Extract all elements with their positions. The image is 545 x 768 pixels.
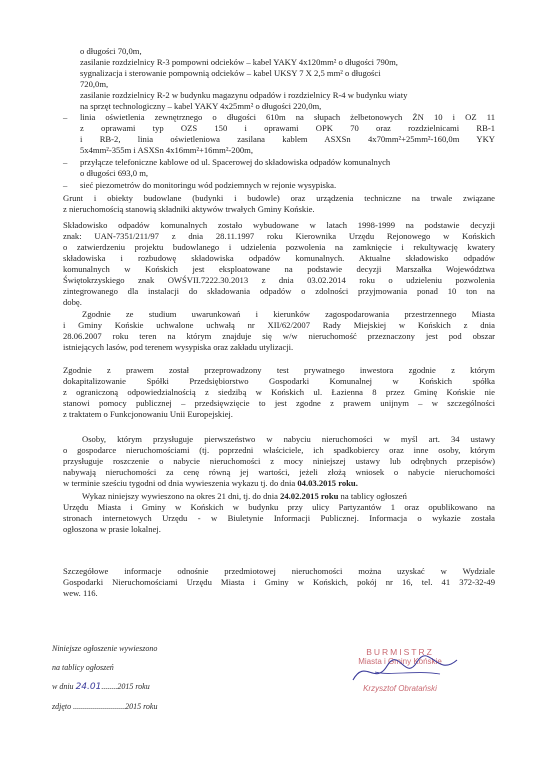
text-line: 720,0m, — [80, 79, 109, 89]
text-line: znak: UAN-7351/211/97 z dnia 28.11.1997 roku Kierownika Urzędu Rejonowego w Końskich — [63, 231, 495, 241]
text-line: 28.06.2007 roku teren na którym znajduje się w/w nieruchomość przeznaczony jest pod obszar — [63, 331, 495, 341]
text-line: nabywają nieruchomości za cenę równą jej wartości, jeżeli złożą wniosek o nabycie nieruchomości — [63, 467, 495, 477]
footer-date-suffix: ........2015 roku — [101, 682, 150, 691]
footer-posting-info — [52, 639, 232, 716]
wykaz-first-line — [63, 491, 495, 502]
text-line: wew. 116. — [63, 588, 98, 598]
footer-line1: Niniejsze ogłoszenie wywieszono — [52, 644, 158, 653]
text-line: na sprzęt technologiczny – kabel YAKY 4x25mm² o długości 220,0m, — [80, 101, 322, 111]
paragraph-osoby — [63, 434, 495, 489]
text-line: dokapitalizowanie Spółki Przedsiębiorstwo Gospodarki Komunalnej w Końskich spółka — [63, 376, 495, 386]
footer-line3 — [52, 677, 232, 697]
bullet-dash: – — [63, 112, 68, 122]
paragraph-studium — [63, 309, 495, 353]
text-line: przyłącze telefoniczne kablowe od ul. Spacerowej do składowiska odpadów komunalnych — [80, 157, 391, 167]
bullet-dash: – — [63, 157, 68, 167]
piezometer-item — [80, 180, 495, 191]
text-line: składowiska i rozbudowę składowiska odpadów komunalnych. Aktualne składowisko odpadów — [63, 253, 495, 263]
phone-line-item — [80, 157, 495, 179]
text-line: stronach internetowych Urzędu - w Biuletynie Informacji Publicznej. Informacja o wykazie została — [63, 513, 495, 523]
stamp-name: Krzysztof Obratański — [363, 684, 437, 693]
footer-line4 — [52, 697, 232, 716]
wykaz-lines — [63, 502, 495, 535]
text-line: istniejących lasów, pod terenem wysypiska oraz zakładu utylizacji. — [63, 342, 294, 352]
text-line: Osoby, którym przysługuje pierwszeństwo w nabyciu nieruchomości w myśl art. 34 ustawy — [82, 434, 495, 444]
text-line: z nieruchomością stanowią składniki aktywów trwałych Gminy Końskie. — [63, 204, 315, 214]
stamp-title: BURMISTRZ — [366, 647, 434, 657]
text-line: Urzędu Miasta i Gminy w Końskich w budynku przy ulicy Partyzantów 1 oraz opublikowano na — [63, 502, 495, 512]
text-line: ogłoszona w prasie lokalnej. — [63, 524, 161, 534]
text-line: Zgodnie ze studium uwarunkowań i kierunków zagospodarowania przestrzennego Miasta — [82, 309, 495, 319]
text-line: 5x4mm²-355m i ASXSn 4x16mm²+16mm²-200m, — [80, 145, 254, 155]
wykaz-date: 24.02.2015 roku — [280, 491, 339, 501]
paragraph-skladowisko — [63, 220, 495, 308]
footer-line2: na tablicy ogłoszeń — [52, 663, 114, 672]
text-line: Grunt i obiekty budowlane (budynki i budowle) oraz urządzenia techniczne na trwale związane — [63, 193, 495, 203]
text-line: Składowisko odpadów komunalnych zostało wybudowane w latach 1998-1999 na podstawie decyzji — [63, 220, 495, 230]
text-line: o zatwierdzeniu projektu budowlanego i udzielenia pozwolenia na zamknięcie i rekultywację kwatery — [63, 242, 495, 252]
text-line: o gospodarce nieruchomościami (tj. poprzedni właściciele, ich spadkobiercy oraz inne osoby, którym — [63, 445, 495, 455]
signature-icon — [345, 652, 465, 692]
bullet-dash: – — [63, 180, 68, 190]
text-line: i RB-2, linia oświetleniowa zasilana kablem ASXSn 4x70mm²+25mm²-160,0m YKY — [80, 134, 495, 144]
lighting-line-item — [80, 112, 495, 156]
text-line: z traktatem o Funkcjonowaniu Unii Europejskiej. — [63, 409, 233, 419]
paragraph-wykaz — [63, 491, 495, 535]
text-line: o długości 70,0m, — [80, 46, 142, 56]
paragraph-szczegoly — [63, 566, 495, 599]
text-line: komunalnych w Końskich jest eksploatowane na podstawie decyzji Marszałka Województwa — [63, 264, 495, 274]
wykaz-pre: Wykaz niniejszy wywieszono na okres 21 dni, tj. do dnia — [82, 491, 281, 501]
text-line: i Gminy Końskie uchwalone uchwałą nr XII/62/2007 Rady Miejskiej w Końskich z dnia — [63, 320, 495, 330]
text-line: o długości 693,0 m, — [80, 168, 149, 178]
text-line: sygnalizacja i sterowanie pompownią odcieków – kabel UKSY 7 X 2,5 mm² o długości — [80, 68, 381, 78]
cable-list — [80, 46, 495, 112]
footer-removed-label: zdjęto — [52, 702, 72, 711]
text-line: zintegrowanego dla instalacji do składowania odpadów o zdolności przyjmowania ponad 10 ton na — [63, 286, 495, 296]
text-line: przysługuje roszczenie o nabycie nieruchomości z mocy niniejszej ustawy lub odrębnych przepisów) — [63, 456, 495, 466]
footer-date-label: w dniu — [52, 682, 74, 691]
text-line: z oprawami typ OZS 150 i oprawami OPK 70 oraz rozdzielnicami RB-1 — [80, 123, 495, 133]
text-line: Zgodnie z prawem został przeprowadzony test prywatnego inwestora zgodnie z którym — [63, 365, 495, 375]
text-line: zasilanie rozdzielnicy R-3 pompowni odcieków – kabel YAKY 4x120mm² o długości 790m, — [80, 57, 398, 67]
text-line: Szczegółowe informacje odnośnie przedmiotowej nieruchomości można uzyskać w Wydziale — [63, 566, 495, 576]
wykaz-post: na tablicy ogłoszeń — [338, 491, 407, 501]
footer-removed-suffix: ..........................2015 roku — [73, 702, 158, 711]
paragraph-grunt — [63, 193, 495, 215]
text-line: w terminie sześciu tygodni od dnia wywieszenia wykazu tj. do dnia 04.03.2015 roku. — [63, 478, 358, 488]
text-line: z ograniczoną odpowiedzialnością z siedzibą w Końskich ul. Łazienna 8 przez Gminę Końskie nie — [63, 387, 495, 397]
text-line: Gospodarki Nieruchomościami Urzędu Miasta i Gminy w Końskich, pokój nr 16, tel. 41 372-32-49 — [63, 577, 495, 587]
text-line: dobę. — [63, 297, 82, 307]
text-line: Świętokrzyskiego znak OWŚVII.7222.30.2013 z dnia 03.02.2014 roku o udzieleniu pozwolenia — [63, 275, 495, 285]
text-line: linia oświetlenia zewnętrznego o długości 610m na słupach żelbetonowych ŻN 10 i OZ 11 — [80, 112, 495, 122]
text-line: zasilanie rozdzielnicy R-2 w budynku magazynu odpadów i rozdzielnicy R-4 w budynku wiaty — [80, 90, 408, 100]
paragraph-prawo — [63, 365, 495, 420]
text-line: stanowi pomocy publicznej – przedsięwzięcie to jest zgodne z prawem unijnym – w szczególności — [63, 398, 495, 408]
handwritten-date: 24.01 — [75, 682, 102, 692]
stamp-subtitle: Miasta i Gminy Końskie — [358, 657, 442, 666]
text-line: sieć piezometrów do monitoringu wód podziemnych w rejonie wysypiska. — [80, 180, 337, 190]
